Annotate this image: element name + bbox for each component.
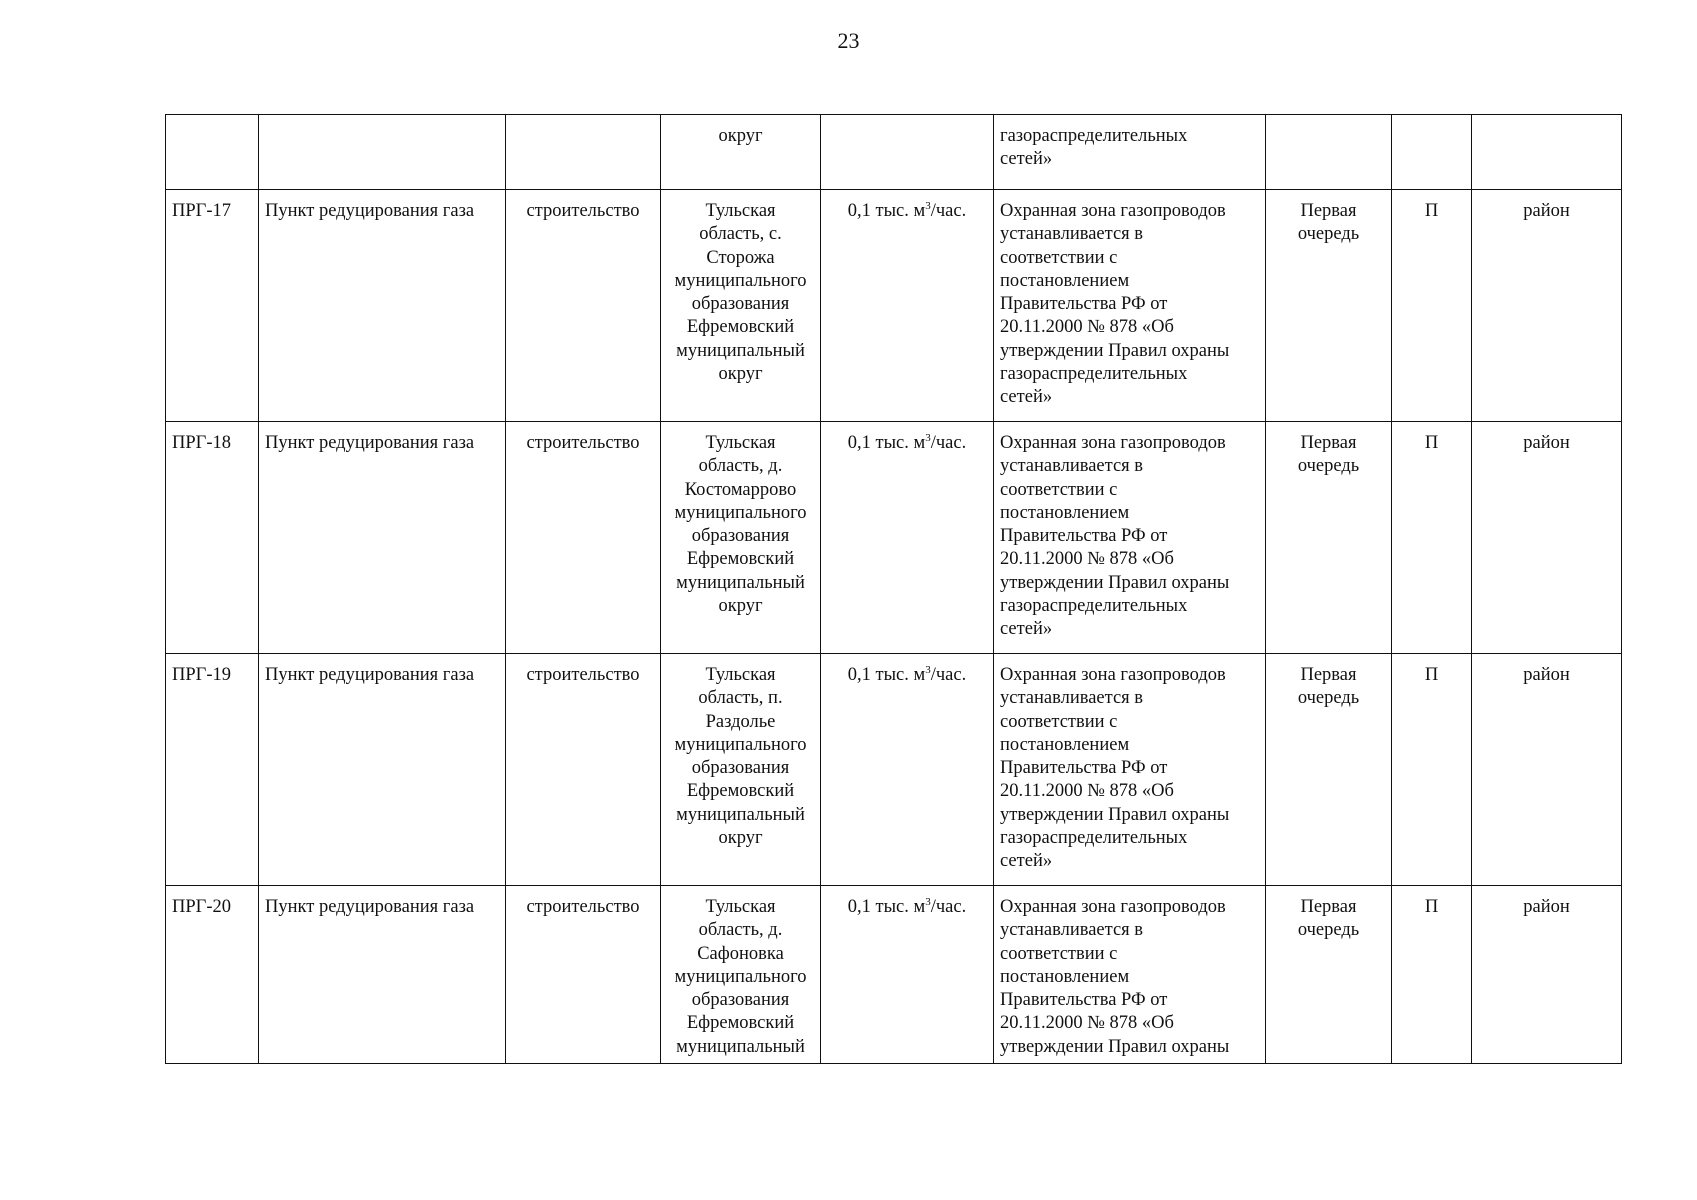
zone-text: Охранная зона газопроводов устанавливается в соответствии с постановлением Правительства РФ от 20.11.2000 № 878 «Об утверждении Правил охраны xyxy=(1000,897,1230,1057)
objects-table xyxy=(165,114,1622,1064)
capacity-value: 0,1 тыс. м xyxy=(847,665,926,685)
cell-zone xyxy=(994,886,1266,1064)
table-row xyxy=(166,886,1622,1064)
cell-status: П xyxy=(1392,422,1472,654)
cell-term xyxy=(1266,115,1392,190)
cell-location xyxy=(661,422,821,654)
table-row xyxy=(166,654,1622,886)
zone-text: газораспределительных сетей» xyxy=(1000,126,1188,170)
capacity-value: 0,1 тыс. м xyxy=(847,433,926,453)
capacity-sup: 3 xyxy=(925,199,931,212)
cell-capacity xyxy=(821,422,994,654)
cell-level: район xyxy=(1472,422,1622,654)
cell-action xyxy=(506,115,661,190)
capacity-unit: /час. xyxy=(930,201,967,221)
cell-action: строительство xyxy=(506,654,661,886)
cell-location xyxy=(661,115,821,190)
term-text: Первая очередь xyxy=(1297,665,1360,709)
cell-level: район xyxy=(1472,886,1622,1064)
location-text: Тульская область, п. Раздолье муниципального образования Ефремовский муниципальный округ xyxy=(674,665,807,849)
capacity-unit: /час. xyxy=(930,433,967,453)
table-row xyxy=(166,422,1622,654)
location-text: округ xyxy=(718,126,763,146)
zone-text: Охранная зона газопроводов устанавливается в соответствии с постановлением Правительства РФ от 20.11.2000 № 878 «Об утверждении Правил охраны газораспределительных сетей» xyxy=(1000,433,1230,640)
cell-name: Пункт редуцирования газа xyxy=(259,654,506,886)
cell-capacity xyxy=(821,654,994,886)
capacity-value: 0,1 тыс. м xyxy=(847,201,926,221)
capacity-sup: 3 xyxy=(925,663,931,676)
cell-action: строительство xyxy=(506,190,661,422)
cell-level: район xyxy=(1472,654,1622,886)
cell-name: Пункт редуцирования газа xyxy=(259,190,506,422)
cell-status xyxy=(1392,115,1472,190)
cell-zone xyxy=(994,422,1266,654)
cell-name: Пункт редуцирования газа xyxy=(259,422,506,654)
cell-level xyxy=(1472,115,1622,190)
cell-capacity xyxy=(821,886,994,1064)
term-text: Первая очередь xyxy=(1297,201,1360,245)
cell-code: ПРГ-17 xyxy=(166,190,259,422)
table-row-continuation xyxy=(166,115,1622,190)
capacity-value: 0,1 тыс. м xyxy=(847,897,926,917)
location-text: Тульская область, д. Костомаррово муниципального образования Ефремовский муниципальный округ xyxy=(674,433,807,617)
cell-term xyxy=(1266,886,1392,1064)
location-text: Тульская область, с. Сторожа муниципального образования Ефремовский муниципальный округ xyxy=(674,201,807,385)
cell-code: ПРГ-18 xyxy=(166,422,259,654)
cell-term xyxy=(1266,422,1392,654)
term-text: Первая очередь xyxy=(1297,433,1360,477)
zone-text: Охранная зона газопроводов устанавливается в соответствии с постановлением Правительства РФ от 20.11.2000 № 878 «Об утверждении Правил охраны газораспределительных сетей» xyxy=(1000,201,1230,408)
cell-zone xyxy=(994,190,1266,422)
cell-status: П xyxy=(1392,190,1472,422)
cell-code: ПРГ-19 xyxy=(166,654,259,886)
cell-term xyxy=(1266,190,1392,422)
cell-code xyxy=(166,115,259,190)
capacity-sup: 3 xyxy=(925,895,931,908)
capacity-unit: /час. xyxy=(930,665,967,685)
capacity-unit: /час. xyxy=(930,897,967,917)
term-text: Первая очередь xyxy=(1297,897,1360,941)
cell-term xyxy=(1266,654,1392,886)
cell-location xyxy=(661,190,821,422)
cell-action: строительство xyxy=(506,886,661,1064)
page-number: 23 xyxy=(837,28,860,53)
cell-action: строительство xyxy=(506,422,661,654)
capacity-sup: 3 xyxy=(925,431,931,444)
cell-name xyxy=(259,115,506,190)
cell-status: П xyxy=(1392,886,1472,1064)
zone-text: Охранная зона газопроводов устанавливается в соответствии с постановлением Правительства РФ от 20.11.2000 № 878 «Об утверждении Правил охраны газораспределительных сетей» xyxy=(1000,665,1230,872)
cell-capacity xyxy=(821,190,994,422)
table-row xyxy=(166,190,1622,422)
location-text: Тульская область, д. Сафоновка муниципального образования Ефремовский муниципальный xyxy=(674,897,807,1057)
cell-location xyxy=(661,654,821,886)
cell-name: Пункт редуцирования газа xyxy=(259,886,506,1064)
cell-location xyxy=(661,886,821,1064)
cell-code: ПРГ-20 xyxy=(166,886,259,1064)
cell-status: П xyxy=(1392,654,1472,886)
cell-level: район xyxy=(1472,190,1622,422)
cell-zone xyxy=(994,654,1266,886)
cell-capacity xyxy=(821,115,994,190)
cell-zone xyxy=(994,115,1266,190)
